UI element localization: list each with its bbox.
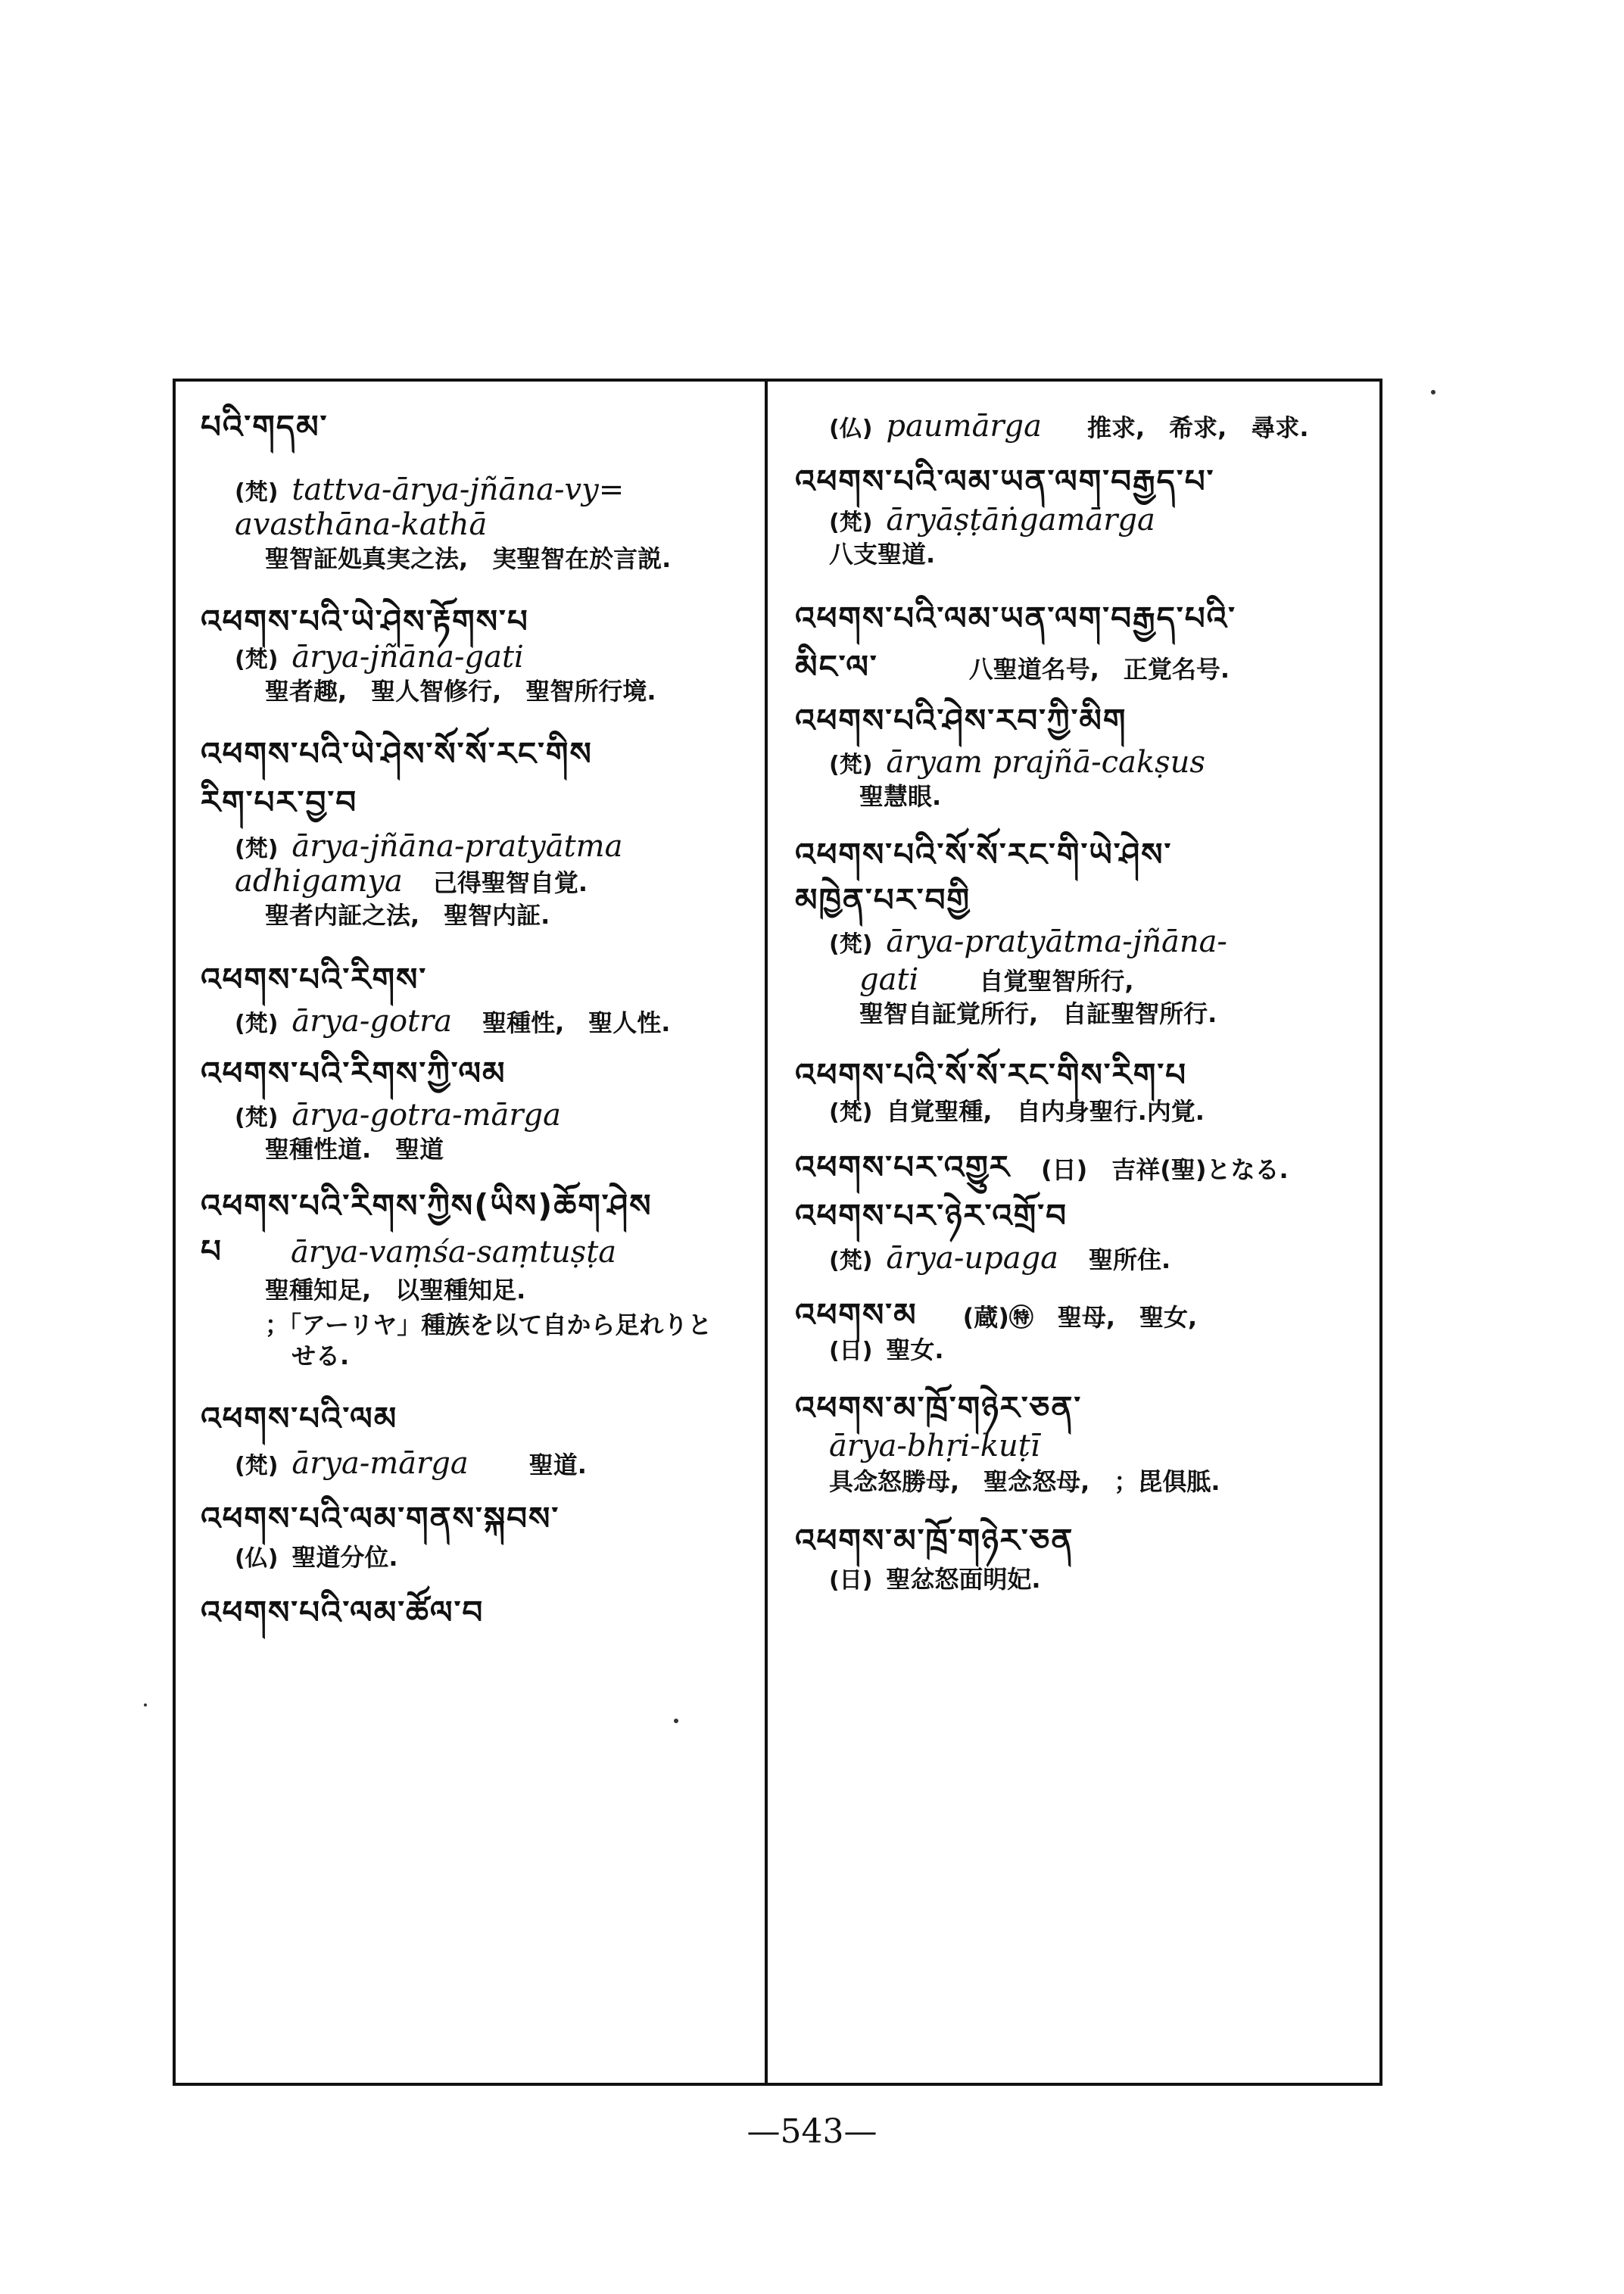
sanskrit-term: ārya-bhṛi-kuṭī <box>829 1428 1040 1463</box>
sanskrit-term: āryam prajñā-cakṣus <box>886 744 1205 780</box>
language-tag: (梵) <box>235 479 279 506</box>
scan-speck <box>674 1719 678 1723</box>
tibetan-headword: འཕགས་མ <box>795 1295 918 1333</box>
chinese-gloss: 己得聖智自覚. <box>432 868 588 897</box>
chinese-gloss: 聖者内証之法, 聖智内証. <box>265 900 550 930</box>
language-tag: (梵) <box>829 1247 873 1274</box>
tibetan-headword: འཕགས་པའི་ལམ <box>201 1399 398 1437</box>
japanese-gloss: (日) 吉祥(聖)となる. <box>1040 1155 1289 1184</box>
chinese-gloss: 八支聖道. <box>829 540 936 569</box>
sanskrit-term: ārya-mārga <box>291 1446 469 1482</box>
tibetan-headword: འཕགས་མ་ཁྲོ་གཉེར་ཅན <box>795 1522 1074 1560</box>
japanese-gloss: 聖忿怒面明妃. <box>886 1564 1041 1594</box>
language-tag: (梵) <box>829 931 873 958</box>
sanskrit-term: tattva-ārya-jñāna-vy= <box>291 472 625 508</box>
language-tag: (仏) <box>829 416 873 442</box>
japanese-gloss: 聖女. <box>886 1335 944 1364</box>
japanese-gloss: ；「アーリヤ」種族を以て自から足れりと <box>265 1311 712 1340</box>
chinese-gloss: 聖所住. <box>1089 1245 1171 1274</box>
language-tag: (仏) <box>235 1544 279 1572</box>
chinese-gloss: 聖種知足, 以聖種知足. <box>265 1275 526 1304</box>
scan-speck <box>1431 390 1435 394</box>
sanskrit-term: avasthāna-kathā <box>235 507 488 543</box>
chinese-gloss: 聖智証処真実之法, 実聖智在於言説. <box>265 544 672 574</box>
chinese-gloss: 聖種性, 聖人性. <box>482 1008 671 1037</box>
language-tag: (梵) <box>235 647 279 674</box>
chinese-gloss: 聖道分位. <box>291 1542 398 1572</box>
sanskrit-term: ārya-upaga <box>886 1240 1059 1276</box>
page-number: —543— <box>747 2112 877 2151</box>
chinese-gloss: (蔵)㊕ 聖母, 聖女, <box>962 1302 1198 1332</box>
chinese-gloss: 聖智自証覚所行, 自証聖智所行. <box>859 999 1217 1029</box>
language-tag: (梵) <box>829 751 873 778</box>
tibetan-headword: པའི་གདམ་ <box>201 408 329 445</box>
chinese-gloss: 聖者趣, 聖人智修行, 聖智所行境. <box>265 677 656 706</box>
language-tag: (梵) <box>829 1099 873 1127</box>
language-tag: (梵) <box>829 510 873 537</box>
sanskrit-term: ārya-jñāna-pratyātma <box>291 828 623 864</box>
sanskrit-term: āryāṣṭāṅgamārga <box>886 503 1155 538</box>
sanskrit-term: ārya-pratyātma-jñāna- <box>886 924 1227 960</box>
column-divider <box>765 379 768 2086</box>
tibetan-headword: འཕགས་པའི་ལམ་གནས་སྐབས་ <box>201 1500 560 1538</box>
sanskrit-term: ārya-jñāna-gati <box>291 640 524 675</box>
tibetan-headword: འཕགས་པའི་ཤེས་རབ་ཀྱི་མིག <box>795 701 1127 739</box>
tibetan-headword: མཁྱེན་པར་བགྱི <box>795 881 971 919</box>
language-tag: (梵) <box>235 1453 279 1480</box>
chinese-gloss: 聖種性道. 聖道 <box>265 1135 444 1164</box>
japanese-gloss: せる. <box>291 1342 350 1371</box>
chinese-gloss: 推求, 希求, 尋求. <box>1087 413 1309 442</box>
tibetan-headword: འཕགས་པའི་ཡེ་ཤེས་སོ་སོ་རང་གིས <box>201 735 593 773</box>
tibetan-headword: འཕགས་པའི་ལམ་ཡན་ལག་བརྒྱད་པའི་ <box>795 600 1236 637</box>
tibetan-headword: འཕགས་པའི་ལམ་ཚོལ་བ <box>201 1594 485 1632</box>
chinese-gloss: 自覚聖種, 自内身聖行.内覚. <box>886 1097 1205 1127</box>
tibetan-headword: འཕགས་པར་ཉེར་འགྲོ་བ <box>795 1197 1068 1235</box>
sanskrit-term: ārya-vaṃśa-saṃtuṣṭa <box>290 1235 617 1270</box>
sanskrit-term: paumārga <box>886 409 1042 444</box>
tibetan-headword: འཕགས་མ་ཁྲོ་གཉེར་ཅན་ <box>795 1389 1083 1427</box>
chinese-gloss: 聖道. <box>528 1451 587 1480</box>
right-column <box>795 409 1370 1594</box>
chinese-gloss: 聖慧眼. <box>859 781 942 811</box>
sanskrit-term: gati <box>859 962 919 998</box>
tibetan-headword: འཕགས་པའི་རིགས་ཀྱི་ལམ <box>201 1054 507 1092</box>
tibetan-headword: འཕགས་པའི་རིགས་ཀྱིས(ཡིས)ཆོག་ཤེས <box>201 1186 653 1224</box>
tibetan-headword: པ <box>201 1233 223 1270</box>
language-tag: (梵) <box>235 835 279 862</box>
tibetan-headword: འཕགས་པའི་སོ་སོ་རང་གི་ཡེ་ཤེས་ <box>795 835 1173 873</box>
scan-speck <box>144 1703 147 1706</box>
tibetan-headword: འཕགས་པའི་ཡེ་ཤེས་རྟོགས་པ <box>201 603 529 641</box>
sanskrit-term: ārya-gotra <box>291 1003 453 1039</box>
tibetan-headword: འཕགས་པའི་སོ་སོ་རང་གིས་རིག་པ <box>795 1056 1188 1094</box>
tibetan-headword: འཕགས་པའི་རིགས་ <box>201 960 428 998</box>
tibetan-headword: འཕགས་པའི་ལམ་ཡན་ལག་བརྒྱད་པ་ <box>795 463 1215 500</box>
chinese-gloss: 八聖道名号, 正覚名号. <box>968 655 1230 684</box>
sanskrit-term: ārya-gotra-mārga <box>291 1098 561 1133</box>
chinese-gloss: 具念怒勝母, 聖念怒母, ；毘俱胝. <box>829 1466 1220 1496</box>
tibetan-headword: མིང་ལ་ <box>795 648 878 686</box>
language-tag: (日) <box>829 1566 873 1594</box>
language-tag: (梵) <box>235 1010 279 1037</box>
language-tag: (梵) <box>235 1105 279 1132</box>
language-tag: (日) <box>829 1337 873 1364</box>
chinese-gloss: 自覚聖智所行, <box>979 967 1134 996</box>
tibetan-headword: འཕགས་པར་འགྱུར <box>795 1148 1011 1186</box>
left-column <box>201 408 746 1632</box>
sanskrit-term: adhigamya <box>235 863 403 899</box>
tibetan-headword: རིག་པར་བྱ་བ <box>201 784 358 821</box>
